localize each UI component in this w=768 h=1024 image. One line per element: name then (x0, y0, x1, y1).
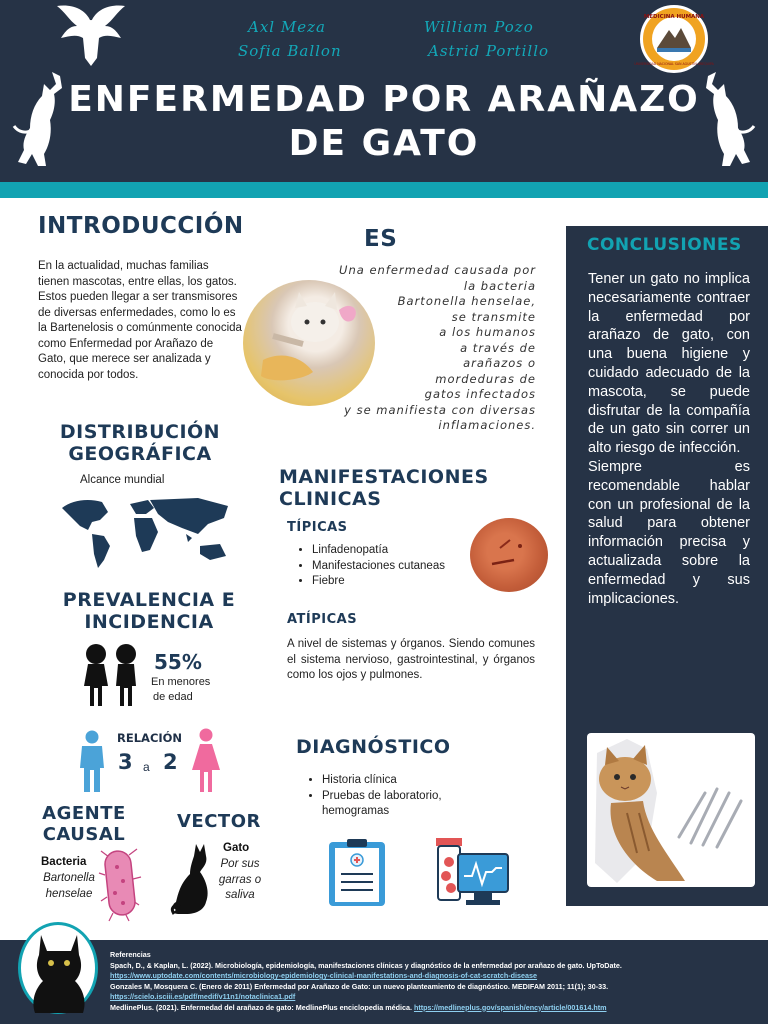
list-item: • Fiebre (312, 574, 445, 590)
vector-desc-line-3: saliva (225, 889, 255, 901)
references-heading: Referencias (110, 950, 151, 959)
es-line: mordeduras de (435, 371, 536, 386)
vector-desc (212, 857, 268, 904)
vector-label: Gato (223, 842, 250, 854)
distribucion-heading-line-2: GEOGRÁFICA (68, 443, 212, 465)
es-description (300, 263, 536, 434)
logo-text: MEDICINA HUMANA (643, 14, 705, 20)
reference-1-link[interactable]: https://www.uptodate.com/contents/microbiology-epidemiology-clinical-manifestations-and-diagnosis-of-cat-scratch-disease (110, 971, 538, 980)
skin-lesion-photo (470, 518, 548, 592)
es-line: Una enfermedad causada por (339, 263, 536, 277)
distribucion-heading-line-1: DISTRIBUCIÓN (59, 421, 221, 443)
conclusiones-paragraph-2: Siempre es recomendable hablar con un profesional de la salud para obtener información precisa y actualizada sobre la enfermedad y sus implicaciones. (588, 458, 750, 607)
es-line: inflamaciones. (438, 418, 536, 432)
teal-divider (0, 182, 768, 198)
list-item: • Manifestaciones cutaneas (312, 559, 445, 575)
list-item: • Linfadenopatía (312, 543, 445, 559)
references (110, 950, 755, 1013)
reference-3: MedlinePlus. (2021). Enfermedad del arañazo de gato: MedlinePlus enciclopedia médica. (110, 1002, 412, 1012)
list-item: • Historia clínica (322, 773, 478, 789)
agente-name-line-2: henselae (45, 887, 93, 900)
reference-2-link[interactable]: https://scielo.isciii.es/pdf/medif/v11n1/notaclinica1.pdf (110, 992, 296, 1001)
page-title (60, 78, 708, 166)
conclusiones-text (588, 270, 750, 608)
es-line: Bartonella henselae, (397, 294, 536, 308)
author-1: Axl Meza (248, 18, 326, 36)
cat-scratch-photo (587, 733, 755, 887)
prevalence-caption (151, 675, 210, 705)
vector-desc-line-1: Por sus (220, 858, 260, 870)
reference-3-row (110, 1003, 755, 1014)
es-line: a los humanos (439, 325, 536, 339)
prevalence-caption-line-2: de edad (153, 691, 193, 703)
title-line-2: DE GATO (288, 123, 480, 164)
male-icon (78, 730, 106, 794)
tipicas-heading: TÍPICAS (287, 520, 348, 535)
black-cat-icon (170, 842, 212, 918)
reference-3-link[interactable]: https://medlineplus.gov/spanish/ency/article/001614.htm (413, 1002, 607, 1012)
manifestaciones-heading (279, 466, 489, 510)
footer-cat-avatar (18, 922, 98, 1014)
reference-1: Spach, D., & Kaplan, L. (2022). Microbiología, epidemiología, manifestaciones clínicas y diagnóstico de la enfermedad por arañazo de gato. UpToDate. (110, 960, 622, 970)
prevalence-caption-line-1: En menores (151, 676, 211, 688)
conclusiones-heading: CONCLUSIONES (587, 235, 742, 255)
es-line: gatos infectados (424, 387, 536, 401)
lab-test-icon (434, 836, 512, 908)
atipicas-heading: ATÍPICAS (287, 612, 358, 627)
university-logo (634, 5, 714, 73)
ratio-left: 3 (118, 750, 133, 774)
intro-text: En la actualidad, muchas familias tienen mascotas, entre ellas, los gatos. Estos pueden llegar a ser transmisores de diversas enfermedades, como lo es la Bartenelosis o comúnmente conocida como Enfermedad por Arañazo de Gato, que merece ser analizada y conocida por todos. (38, 260, 242, 381)
agente-heading (38, 803, 130, 845)
diagnostico-list (308, 773, 478, 820)
conclusiones-paragraph-1: Tener un gato no implica necesariamente contraer la enfermedad por arañazo de gato, con una buena higiene y cuidado adecuado de la mascota, se puede disfrutar de la compañía de un gato sin correr un alto riesgo de infección. (588, 271, 750, 457)
world-map-icon (58, 494, 240, 570)
distribucion-label: Alcance mundial (80, 474, 165, 486)
author-4: Astrid Portillo (428, 42, 550, 60)
vector-heading: VECTOR (177, 811, 261, 832)
children-icon (80, 642, 142, 708)
es-line: arañazos o (463, 356, 536, 370)
es-line: se transmite (451, 309, 536, 324)
prevalence-percent: 55% (154, 650, 202, 674)
agente-label: Bacteria (41, 856, 87, 868)
prevalencia-heading-line-1: PREVALENCIA E (62, 589, 236, 611)
distribucion-heading (40, 421, 240, 465)
es-line: y se manifiesta con diversas (344, 402, 536, 417)
logo-bottom-text: UNIVERSIDAD NACIONAL SAN AGUSTÍN AREQUIPA (634, 62, 714, 66)
title-line-1: ENFERMEDAD POR ARAÑAZO (68, 79, 700, 120)
manifestaciones-heading-line-2: CLINICAS (279, 488, 382, 510)
prevalencia-heading-line-2: INCIDENCIA (84, 611, 214, 633)
prevalencia-heading (40, 589, 258, 633)
reference-2: Gonzales M, Mosquera C. (Enero de 2011) Enfermedad por Arañazo de Gato: un nuevo planteamiento de diagnóstico. MEDIFAM 2011; 11(1); 30-33. (110, 981, 609, 991)
agente-heading-line-2: CAUSAL (42, 824, 126, 845)
ratio-mid: a (143, 760, 150, 774)
female-icon (190, 728, 222, 794)
bacteria-icon (99, 845, 141, 923)
agente-name-line-1: Bartonella (43, 872, 95, 884)
intro-heading: INTRODUCCIÓN (38, 213, 244, 239)
clipboard-icon (327, 838, 387, 908)
agente-name (38, 871, 100, 902)
bird-icon (55, 2, 127, 68)
es-heading: ES (364, 226, 398, 252)
list-item: • Pruebas de laboratorio, hemogramas (322, 789, 478, 820)
es-line: a través de (460, 340, 536, 355)
manifestaciones-heading-line-1: MANIFESTACIONES (279, 466, 489, 488)
es-line: la bacteria (463, 278, 536, 293)
vector-desc-line-2: garras o (218, 873, 262, 886)
author-3: Sofia Ballon (238, 42, 342, 60)
author-2: William Pozo (424, 18, 534, 36)
atipicas-text: A nivel de sistemas y órganos. Siendo comunes el sistema nervioso, gastrointestinal, y órganos como los ojos y pulmones. (287, 638, 535, 681)
relacion-label: RELACIÓN (117, 731, 183, 745)
ratio-right: 2 (163, 750, 178, 774)
diagnostico-heading: DIAGNÓSTICO (296, 736, 451, 758)
tipicas-list (298, 543, 445, 590)
agente-heading-line-1: AGENTE (42, 803, 126, 824)
